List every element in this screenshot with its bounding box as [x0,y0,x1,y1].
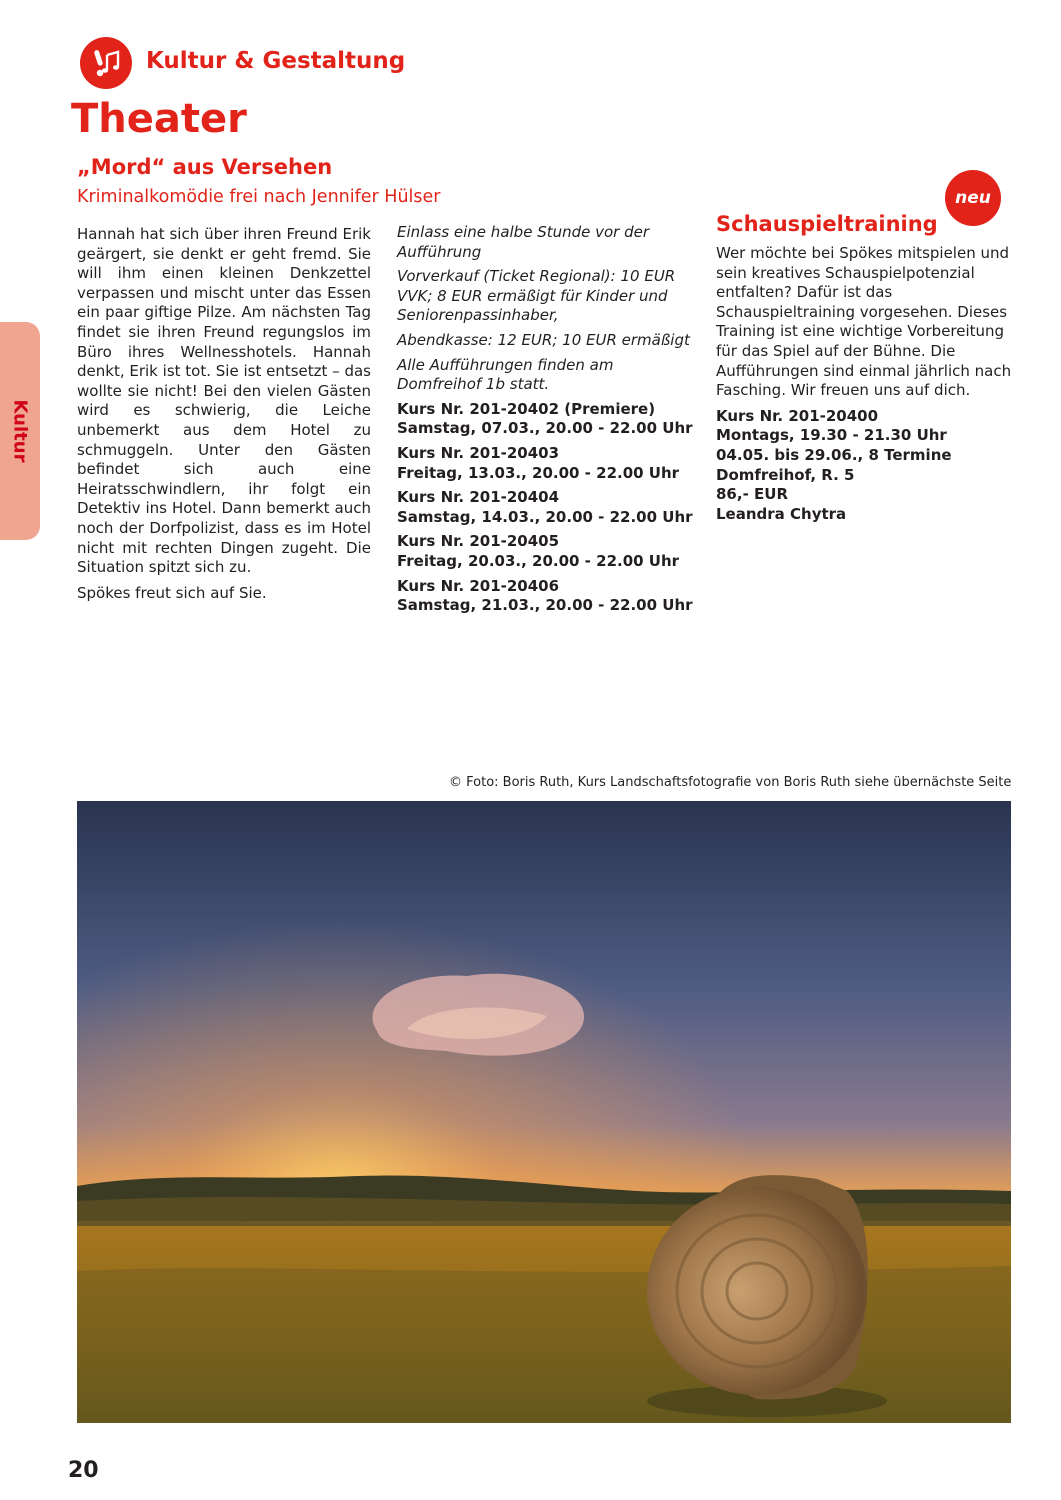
play-closing: Spökes freut sich auf Sie. [77,583,267,602]
play-description-column [77,225,371,609]
info-admission: Einlass eine halbe Stunde vor der Aufführung [397,223,650,261]
training-column [716,244,1012,524]
music-theater-icon [80,37,132,89]
course-number: Kurs Nr. 201-20406 [397,576,560,595]
landscape-photo [77,801,1011,1423]
course-number: Kurs Nr. 201-20405 [397,532,560,551]
play-title: „Mord“ aus Versehen [77,155,333,179]
training-dates: 04.05. bis 29.06., 8 Termine [716,445,952,464]
course-date: Freitag, 13.03., 20.00 - 22.00 Uhr [397,463,680,482]
training-description: Wer möchte bei Spökes mitspielen und sein kreatives Schauspielpotenzial entfalten? Dafür ist das Schauspieltraining vorgesehen. Dieses Training ist eine wichtige Vorbereitung für das Spiel auf der Bühne. Die Aufführungen sind einmal jährlich nach Fasching. Wir freuen uns auf dich. [716,244,1012,400]
info-presale: Vorverkauf (Ticket Regional): 10 EUR VVK; 8 EUR ermäßigt für Kinder und Seniorenpassinhaber, [397,267,676,325]
training-course-number: Kurs Nr. 201-20400 [716,406,879,425]
course-entry [397,577,693,616]
course-date: Samstag, 07.03., 20.00 - 22.00 Uhr [397,419,693,438]
course-entry [397,488,693,527]
training-price: 86,- EUR [716,485,788,504]
training-location: Domfreihof, R. 5 [716,465,855,484]
course-entry [397,532,693,571]
side-tab [0,322,40,540]
play-subtitle: Kriminalkomödie frei nach Jennifer Hülser [77,187,441,207]
side-tab-label: Kultur [9,399,31,463]
new-badge: neu [945,170,1001,226]
play-description: Hannah hat sich über ihren Freund Erik geärgert, sie denkt er geht fremd. Sie will ihm einen kleinen Denkzettel verpassen und mischt unter das Essen ein paar giftige Pilze. Am nächsten Tag findet sie ihren Freund regungslos im Büro ihres Wellnesshotels. Hannah denkt, Erik ist tot. Sie ist entsetzt – das wollte sie nicht! Bei den vielen Gästen wird es schwierig, die Leiche unbemerkt aus dem Hotel zu schmuggeln. Unter den Gästen befindet sich auch eine Heiratsschwindlern, ihr folgt ein Detektiv ins Hotel. Dann bemerkt auch noch der Dorfpolizist, dass es im Hotel nicht mit rechten Dingen zugeht. Die Situation spitzt sich zu. [77,225,371,577]
course-number: Kurs Nr. 201-20404 [397,488,560,507]
course-date: Freitag, 20.03., 20.00 - 22.00 Uhr [397,551,680,570]
training-details [716,407,1012,525]
course-date: Samstag, 14.03., 20.00 - 22.00 Uhr [397,507,693,526]
training-title: Schauspieltraining [716,212,938,236]
course-entry [397,444,693,483]
info-box-office: Abendkasse: 12 EUR; 10 EUR ermäßigt [397,330,690,349]
course-entry [397,400,693,439]
info-venue: Alle Aufführungen finden am Domfreihof 1b statt. [397,355,614,394]
play-info-column [397,223,693,621]
training-time: Montags, 19.30 - 21.30 Uhr [716,426,947,445]
course-number: Kurs Nr. 201-20403 [397,443,560,462]
category-label: Kultur & Gestaltung [146,48,406,74]
course-date: Samstag, 21.03., 20.00 - 22.00 Uhr [397,596,693,615]
page-title: Theater [71,96,247,142]
training-instructor: Leandra Chytra [716,504,847,523]
photo-credit: © Foto: Boris Ruth, Kurs Landschaftsfotografie von Boris Ruth siehe übernächste Seite [449,775,1012,790]
course-number: Kurs Nr. 201-20402 (Premiere) [397,399,656,418]
page-number: 20 [68,1458,99,1483]
